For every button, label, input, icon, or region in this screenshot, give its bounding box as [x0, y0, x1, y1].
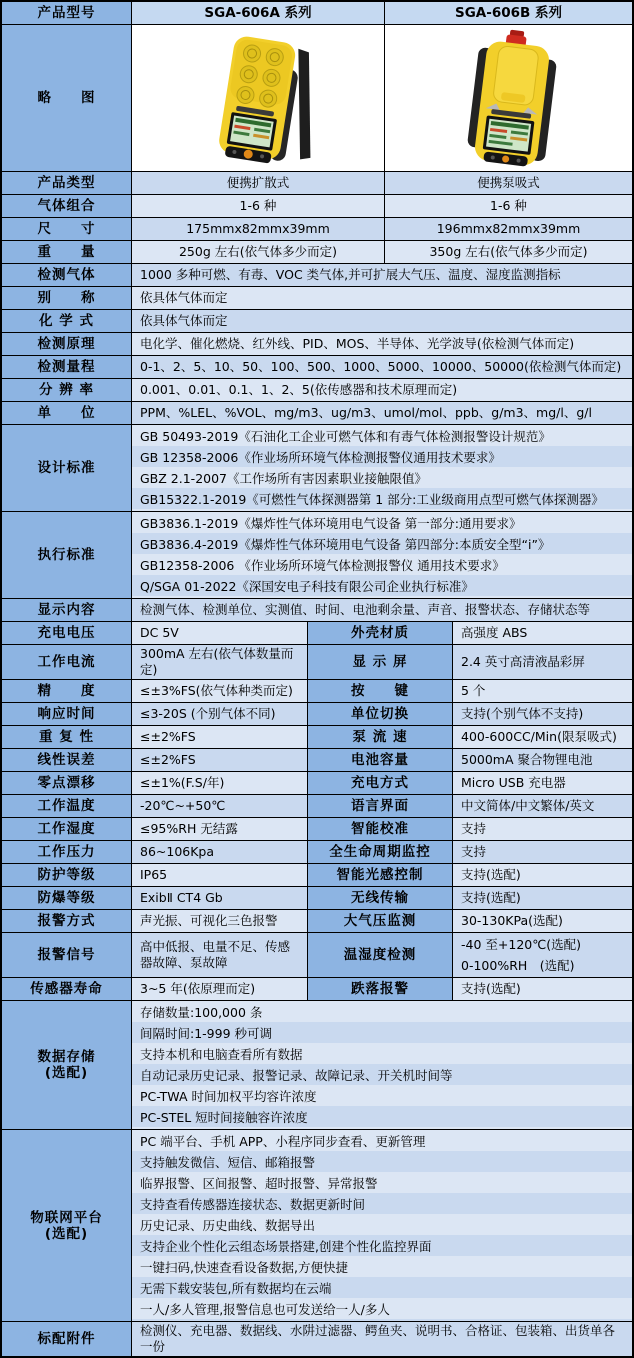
- label-product-type: 产品类型: [2, 172, 132, 194]
- label-pressure-monitor: 大气压监测: [308, 910, 453, 932]
- row-linearity-error: [2, 749, 632, 772]
- label-unit-switch: 单位切换: [308, 703, 453, 725]
- label-protection-class: 防护等级: [2, 864, 132, 886]
- chemical-formula-value: 依具体气体而定: [132, 310, 632, 332]
- iot-platform-line: 无需下载安装包,所有数据均在云端: [140, 1281, 332, 1296]
- label-product-model: 产品型号: [2, 2, 132, 24]
- row-explosion-proof-class: [2, 887, 632, 910]
- drop-alarm-value: 支持(选配): [453, 978, 632, 1000]
- protection-class-value: IP65: [132, 864, 308, 886]
- data-storage-line: 间隔时间:1-999 秒可调: [140, 1026, 273, 1041]
- row-alias: [2, 287, 632, 310]
- execution-standard-line: GB3836.1-2019《爆炸性气体环境用电气设备 第一部分:通用要求》: [140, 516, 522, 531]
- sensor-life-value: 3~5 年(依原理而定): [132, 978, 308, 1000]
- detect-gas-value: 1000 多种可燃、有毒、VOC 类气体,并可扩展大气压、温度、湿度监测指标: [132, 264, 632, 286]
- label-charge-voltage: 充电电压: [2, 622, 132, 644]
- temp-humidity-detect-value: [453, 933, 589, 977]
- row-charge-voltage: [2, 622, 632, 645]
- label-iot-platform: [30, 1210, 103, 1242]
- label-working-temperature: 工作温度: [2, 795, 132, 817]
- row-working-current: [2, 645, 632, 680]
- label-weight: 重 量: [2, 241, 132, 263]
- label-wireless-transmission: 无线传输: [308, 887, 453, 909]
- row-product-type: [2, 172, 632, 195]
- row-execution-standard: [2, 512, 632, 599]
- label-display-screen: 显 示 屏: [308, 645, 453, 679]
- label-unit: 单 位: [2, 402, 132, 424]
- design-standard-line: GB 50493-2019《石油化工企业可燃气体和有毒气体检测报警设计规范》: [140, 429, 551, 444]
- weight-a: 250g 左右(依气体多少而定): [132, 241, 385, 263]
- label-temp-humidity-detect: 温湿度检测: [308, 933, 453, 977]
- light-sensor-control-value: 支持(选配): [453, 864, 632, 886]
- row-detection-range: [2, 356, 632, 379]
- row-data-storage: [2, 1001, 632, 1130]
- data-storage-line: 存储数量:100,000 条: [140, 1005, 263, 1020]
- data-storage-label-line: (选配): [44, 1065, 89, 1081]
- label-resolution: 分 辨 率: [2, 379, 132, 401]
- row-chemical-formula: [2, 310, 632, 333]
- language-value: 中文简体/中文繁体/英文: [453, 795, 632, 817]
- label-detection-range: 检测量程: [2, 356, 132, 378]
- data-storage-line: PC-TWA 时间加权平均容许浓度: [140, 1089, 317, 1104]
- row-iot-platform: [2, 1130, 632, 1322]
- label-zero-drift: 零点漂移: [2, 772, 132, 794]
- linearity-error-value: ≤±2%FS: [132, 749, 308, 771]
- device-b-image: [385, 25, 632, 171]
- label-charge-method: 充电方式: [308, 772, 453, 794]
- label-alarm-signal: 报警信号: [2, 933, 132, 977]
- charge-method-value: Micro USB 充电器: [453, 772, 632, 794]
- row-repeatability: [2, 726, 632, 749]
- data-storage-line: 自动记录历史记录、报警记录、故障记录、开关机时间等: [140, 1068, 453, 1083]
- row-dimensions: [2, 218, 632, 241]
- label-buttons: 按 键: [308, 680, 453, 702]
- iot-platform-line: 支持触发微信、短信、邮箱报警: [140, 1155, 316, 1170]
- row-working-temperature: [2, 795, 632, 818]
- row-alarm-method: [2, 910, 632, 933]
- lifecycle-monitor-value: 支持: [453, 841, 632, 863]
- row-detect-gas: [2, 264, 632, 287]
- label-sketch: 略 图: [2, 25, 132, 171]
- label-working-pressure: 工作压力: [2, 841, 132, 863]
- row-working-humidity: [2, 818, 632, 841]
- row-display-content: [2, 599, 632, 622]
- row-unit: [2, 402, 632, 425]
- label-response-time: 响应时间: [2, 703, 132, 725]
- temp-humidity-line: 0-100%RH (选配): [461, 958, 575, 973]
- iot-platform-line: 支持查看传感器连接状态、数据更新时间: [140, 1197, 366, 1212]
- buttons-value: 5 个: [453, 680, 632, 702]
- dimensions-a: 175mmx82mmx39mm: [132, 218, 385, 240]
- accuracy-value: ≤±3%FS(依气体种类而定): [132, 680, 308, 702]
- alarm-signal-value: 高中低报、电量不足、传感器故障、泵故障: [132, 933, 308, 977]
- execution-standard-line: GB12358-2006 《作业场所环境气体检测报警仪 通用技术要求》: [140, 558, 505, 573]
- label-chemical-formula: 化 学 式: [2, 310, 132, 332]
- charge-voltage-value: DC 5V: [132, 622, 308, 644]
- row-gas-combination: [2, 195, 632, 218]
- execution-standard-line: GB3836.4-2019《爆炸性气体环境用电气设备 第四部分:本质安全型“i”》: [140, 537, 551, 552]
- repeatability-value: ≤±2%FS: [132, 726, 308, 748]
- header-row: [2, 2, 632, 25]
- shell-material-value: 高强度 ABS: [453, 622, 632, 644]
- display-screen-value: 2.4 英寸高清液晶彩屏: [453, 645, 632, 679]
- data-storage-line: PC-STEL 短时间接触容许浓度: [140, 1110, 308, 1125]
- data-storage-label-line: 数据存储: [37, 1049, 96, 1065]
- design-standard-line: GBZ 2.1-2007《工作场所有害因素职业接触限值》: [140, 471, 428, 486]
- accessories-value: 检测仪、充电器、数据线、水阱过滤器、鳄鱼夹、说明书、合格证、包装箱、出货单各一份: [132, 1322, 632, 1356]
- label-data-storage: [38, 1049, 96, 1081]
- row-zero-drift: [2, 772, 632, 795]
- design-standard-line: GB15322.1-2019《可燃性气体探测器第 1 部分:工业级商用点型可燃气体探测器》: [140, 492, 604, 507]
- label-display-content: 显示内容: [2, 599, 132, 621]
- detection-principle-value: 电化学、催化燃烧、红外线、PID、MOS、半导体、光学波导(依检测气体而定): [132, 333, 632, 355]
- design-standard-lines: [132, 425, 612, 511]
- iot-platform-line: 历史记录、历史曲线、数据导出: [140, 1218, 316, 1233]
- row-working-pressure: [2, 841, 632, 864]
- device-a-image: [132, 25, 385, 171]
- label-battery-capacity: 电池容量: [308, 749, 453, 771]
- iot-platform-line: 一人/多人管理,报警信息也可发送给一人/多人: [140, 1302, 390, 1317]
- response-time-value: ≤3-20S (个别气体不同): [132, 703, 308, 725]
- temp-humidity-line: -40 至+120℃(选配): [461, 937, 582, 952]
- working-humidity-value: ≤95%RH 无结露: [132, 818, 308, 840]
- explosion-proof-class-value: ExibⅡ CT4 Gb: [132, 887, 308, 909]
- product-type-b: 便携泵吸式: [385, 172, 632, 194]
- alarm-method-value: 声光振、可视化三色报警: [132, 910, 308, 932]
- label-alias: 别 称: [2, 287, 132, 309]
- row-design-standard: [2, 425, 632, 512]
- label-language: 语言界面: [308, 795, 453, 817]
- row-protection-class: [2, 864, 632, 887]
- label-light-sensor-control: 智能光感控制: [308, 864, 453, 886]
- row-detection-principle: [2, 333, 632, 356]
- resolution-value: 0.001、0.01、0.1、1、2、5(依传感器和技术原理而定): [132, 379, 632, 401]
- row-accessories: [2, 1322, 632, 1356]
- label-execution-standard: 执行标准: [2, 512, 132, 598]
- label-design-standard: 设计标准: [2, 425, 132, 511]
- data-storage-lines: [132, 1001, 461, 1129]
- unit-switch-value: 支持(个别气体不支持): [453, 703, 632, 725]
- label-lifecycle-monitor: 全生命周期监控: [308, 841, 453, 863]
- iot-platform-lines: [132, 1130, 439, 1321]
- sga-606b-device-illustration: [389, 27, 629, 169]
- label-pump-flow: 泵 流 速: [308, 726, 453, 748]
- execution-standard-line: Q/SGA 01-2022《深国安电子科技有限公司企业执行标准》: [140, 579, 474, 594]
- wireless-transmission-value: 支持(选配): [453, 887, 632, 909]
- label-drop-alarm: 跌落报警: [308, 978, 453, 1000]
- detection-range-value: 0-1、2、5、10、50、100、500、1000、5000、10000、50000(依检测气体而定): [132, 356, 632, 378]
- design-standard-line: GB 12358-2006《作业场所环境气体检测报警仪通用技术要求》: [140, 450, 501, 465]
- iot-platform-line: 支持企业个性化云组态场景搭建,创建个性化监控界面: [140, 1239, 432, 1254]
- label-shell-material: 外壳材质: [308, 622, 453, 644]
- data-storage-line: 支持本机和电脑查看所有数据: [140, 1047, 303, 1062]
- execution-standard-lines: [132, 512, 558, 598]
- gas-combination-a: 1-6 种: [132, 195, 385, 217]
- working-temperature-value: -20℃~+50℃: [132, 795, 308, 817]
- pump-flow-value: 400-600CC/Min(限泵吸式): [453, 726, 632, 748]
- label-working-current: 工作电流: [2, 645, 132, 679]
- alias-value: 依具体气体而定: [132, 287, 632, 309]
- zero-drift-value: ≤±1%(F.S/年): [132, 772, 308, 794]
- battery-capacity-value: 5000mA 聚合物锂电池: [453, 749, 632, 771]
- iot-platform-line: 一键扫码,快速查看设备数据,方便快捷: [140, 1260, 348, 1275]
- iot-platform-line: 临界报警、区间报警、超时报警、异常报警: [140, 1176, 378, 1191]
- label-explosion-proof-class: 防爆等级: [2, 887, 132, 909]
- product-type-a: 便携扩散式: [132, 172, 385, 194]
- model-a-title: SGA-606A 系列: [132, 2, 385, 24]
- label-detect-gas: 检测气体: [2, 264, 132, 286]
- working-pressure-value: 86~106Kpa: [132, 841, 308, 863]
- label-repeatability: 重 复 性: [2, 726, 132, 748]
- label-dimensions: 尺 寸: [2, 218, 132, 240]
- label-accessories: 标配附件: [2, 1322, 132, 1356]
- pressure-monitor-value: 30-130KPa(选配): [453, 910, 632, 932]
- row-alarm-signal: [2, 933, 632, 978]
- sketch-row: [2, 25, 632, 172]
- model-b-title: SGA-606B 系列: [385, 2, 632, 24]
- label-sensor-life: 传感器寿命: [2, 978, 132, 1000]
- label-alarm-method: 报警方式: [2, 910, 132, 932]
- row-weight: [2, 241, 632, 264]
- label-accuracy: 精 度: [2, 680, 132, 702]
- label-gas-combination: 气体组合: [2, 195, 132, 217]
- sga-606a-device-illustration: [138, 27, 378, 169]
- gas-combination-b: 1-6 种: [385, 195, 632, 217]
- display-content-value: 检测气体、检测单位、实测值、时间、电池剩余量、声音、报警状态、存储状态等: [132, 599, 632, 621]
- working-current-value: 300mA 左右(依气体数量而定): [132, 645, 308, 679]
- iot-platform-line: PC 端平台、手机 APP、小程序同步查看、更新管理: [140, 1134, 426, 1149]
- dimensions-b: 196mmx82mmx39mm: [385, 218, 632, 240]
- label-smart-calibration: 智能校准: [308, 818, 453, 840]
- label-linearity-error: 线性误差: [2, 749, 132, 771]
- label-working-humidity: 工作湿度: [2, 818, 132, 840]
- iot-platform-label-line: 物联网平台: [30, 1209, 103, 1226]
- weight-b: 350g 左右(依气体多少而定): [385, 241, 632, 263]
- smart-calibration-value: 支持: [453, 818, 632, 840]
- row-response-time: [2, 703, 632, 726]
- row-resolution: [2, 379, 632, 402]
- iot-platform-label-line: (选配): [44, 1225, 89, 1242]
- label-detection-principle: 检测原理: [2, 333, 132, 355]
- unit-value: PPM、%LEL、%VOL、mg/m3、ug/m3、umol/mol、ppb、g/m3、mg/l、g/l: [132, 402, 632, 424]
- row-accuracy: [2, 680, 632, 703]
- row-sensor-life: [2, 978, 632, 1001]
